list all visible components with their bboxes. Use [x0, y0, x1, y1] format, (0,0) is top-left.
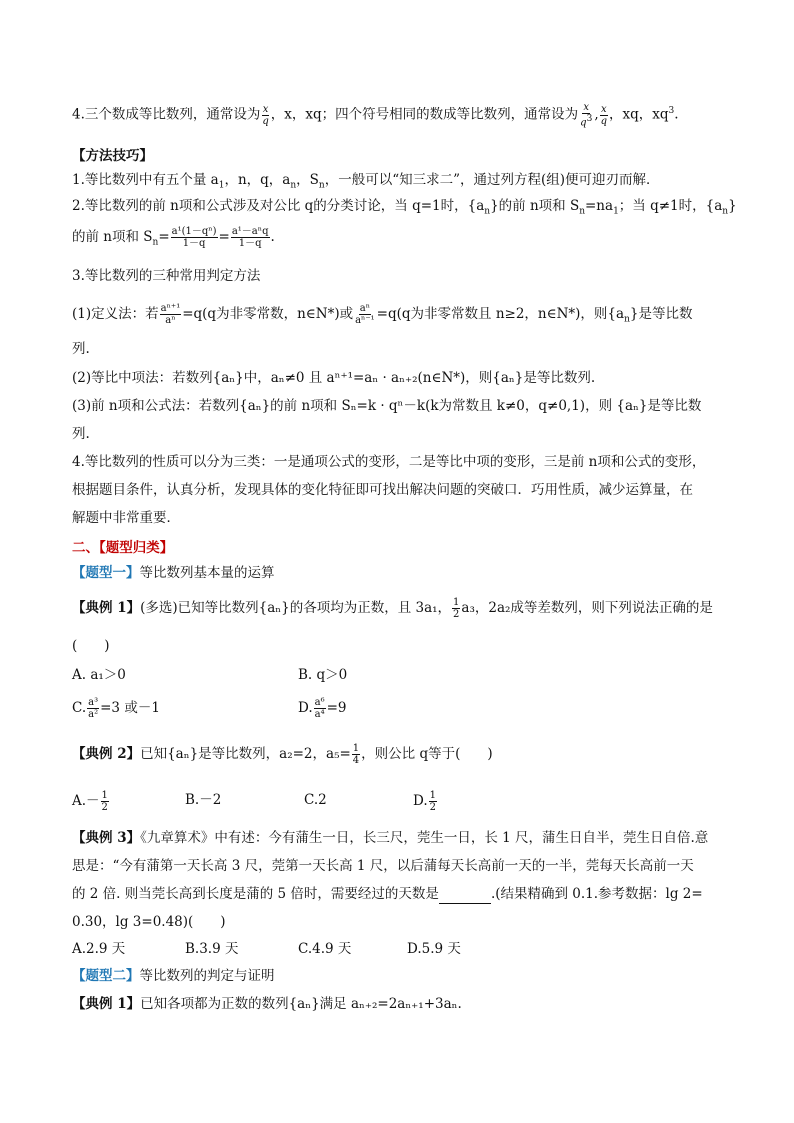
denominator: 1－q — [238, 238, 262, 249]
text: ，n，q，a — [224, 172, 291, 188]
method-1: 1.等比数列中有五个量 $a_1$，n，q，$a_n$，$S_n$，一般可以“知三求二”，通过列方程(组)便可迎刃而解． — [72, 172, 660, 191]
numerator: x — [600, 103, 607, 115]
fraction — [171, 226, 218, 249]
text: 已知各项都为正数的数列{aₙ}满足 aₙ₊₂=2aₙ₊₁+3aₙ. — [140, 996, 462, 1012]
option-b: B. q＞0 — [298, 667, 348, 683]
denominator: q — [600, 115, 608, 127]
example-1-options-row2 — [72, 697, 730, 720]
text: 1.等比数列中有五个量 a — [72, 172, 219, 188]
denominator: a² — [88, 709, 99, 720]
fraction — [600, 104, 608, 127]
numerator: aⁿ⁺¹ — [160, 303, 181, 314]
option-a — [72, 790, 110, 813]
example-3-line1 — [72, 828, 730, 848]
fraction — [231, 226, 270, 249]
fraction — [452, 597, 460, 620]
example-2 — [72, 743, 730, 766]
type-2-example-1 — [72, 994, 730, 1014]
numerator: aⁿ — [359, 303, 371, 314]
numerator: 1 — [352, 743, 360, 754]
text: =q(q为非零常数，n∈N*)或 — [182, 306, 354, 322]
text: ，xq，xq — [609, 106, 669, 123]
text: } — [728, 198, 737, 214]
example-tag: 【典例 1】 — [72, 996, 141, 1012]
option-d — [413, 790, 438, 813]
option-c: C.4.9 天 — [298, 941, 352, 957]
type-1-heading — [72, 563, 730, 583]
numerator: a¹－aⁿq — [231, 226, 269, 237]
text: a₃，2a₂成等差数列，则下列说法正确的是 — [461, 600, 713, 616]
sum-method: (3)前 n项和公式法：若数列{aₙ}的前 n项和 Sₙ=k · qⁿ－k(k为常数且 k≠0，q≠0,1)，则 {aₙ}是等比数 — [72, 398, 702, 414]
example-tag: 【典例 1】 — [72, 600, 141, 616]
example-1-paren: ( ) — [72, 638, 110, 654]
type-tag: 【题型一】 — [72, 565, 140, 581]
numerator: 1 — [101, 790, 108, 801]
text: ；当 q≠1时，{a — [618, 198, 723, 214]
option-d — [298, 697, 347, 720]
fraction — [354, 303, 376, 326]
intro-line-4: 4.三个数成等比数列，通常设为 $\frac{x}{q}$ ，x，xq；四个符号相同的数成等比数列，通常设为 $\frac{x}{q^3}$ , $\frac{x}{q}$ ，xq，$xq^3$. — [72, 101, 679, 129]
option-d-label: D. — [298, 700, 313, 716]
denominator: a⁴ — [314, 709, 325, 720]
denominator: 2 — [429, 802, 437, 813]
example-3-options — [72, 939, 730, 959]
method-3: 3.等比数列的三种常用判定方法 — [72, 268, 261, 284]
answer-blank — [439, 889, 491, 904]
numerator: x — [262, 103, 269, 115]
denominator: aⁿ⁻¹ — [355, 315, 375, 326]
type-tag: 【题型二】 — [72, 968, 140, 984]
fraction — [261, 104, 269, 127]
type-2-heading — [72, 966, 730, 986]
option-d-label: D. — [413, 793, 428, 809]
option-a-label: A.－ — [72, 793, 100, 809]
numerator: a⁶ — [314, 697, 325, 708]
fraction — [314, 697, 326, 720]
type-title: 等比数列的判定与证明 — [139, 968, 275, 984]
fraction — [160, 303, 182, 326]
numerator: 1 — [429, 790, 437, 801]
text: .(结果精确到 0.1.参考数据：lg 2= — [490, 886, 703, 902]
text: (1)定义法：若 — [72, 306, 159, 322]
method-title: 【方法技巧】 — [72, 148, 153, 164]
fraction — [101, 790, 109, 813]
option-b: B.3.9 天 — [185, 941, 239, 957]
method-2: 2.等比数列的前 n项和公式涉及对公比 q的分类讨论，当 q=1时，$\{a_n\}$的前 n项和 $S_n=na_1$；当 q≠1时，$\{a_n\}$ — [72, 198, 737, 217]
text: }的前 n项和 S — [490, 198, 580, 214]
text: 的 2 倍. 则当莞长高到长度是蒲的 5 倍时，需要经过的天数是 — [72, 886, 439, 902]
text: =q(q为非零常数且 n≥2，n∈N*)，则{a — [376, 306, 625, 322]
text: }是等比数 — [629, 306, 693, 322]
option-d-text: =9 — [326, 700, 347, 716]
text: =na — [585, 198, 614, 214]
def-method: (1)定义法：若 $\frac{\text{aⁿ⁺¹}}{\text{aⁿ}}$ =q(q为非零常数，n∈N*)或 $\frac{\text{aⁿ}}{\text{aⁿ⁻¹}}$ =q(q为非零常数且 n≥2，n∈N*)，则$\{a_n\}$是等比数 — [72, 303, 693, 326]
def-method-cont: 列. — [72, 341, 90, 357]
example-1 — [72, 597, 730, 620]
example-3-line4: 0.30，lg 3=0.48)( ) — [72, 914, 226, 930]
method-4-line1: 4.等比数列的性质可以分为三类：一是通项公式的变形，二是等比中项的变形，三是前 n项和公式的变形， — [72, 454, 706, 470]
method-4-line3: 解题中非常重要． — [72, 510, 180, 526]
mid-term-method: (2)等比中项法：若数列{aₙ}中，aₙ≠0 且 aⁿ⁺¹=aₙ · aₙ₊₂(n∈N*)，则{aₙ}是等比数列. — [72, 370, 596, 386]
fraction: $\frac{x}{q^3}$ — [580, 101, 593, 129]
fraction — [429, 790, 437, 813]
fraction — [87, 697, 99, 720]
numerator: a¹(1－qⁿ) — [171, 226, 217, 237]
denominator: 2 — [101, 802, 108, 813]
denominator: 1－q — [182, 238, 206, 249]
option-b: B.－2 — [185, 792, 222, 808]
text: 4.三个数成等比数列，通常设为 — [72, 106, 261, 123]
text: ，一般可以“知三求二”，通过列方程(组)便可迎刃而解． — [324, 172, 660, 188]
text: (多选)已知等比数列{aₙ}的各项均为正数，且 3a₁， — [140, 600, 452, 616]
denominator: q — [580, 117, 587, 129]
text: 已知{aₙ}是等比数列，a₂=2，a₅= — [140, 746, 351, 762]
text: 《九章算术》中有述：今有蒲生一日，长三尺，莞生一日，长 1 尺，蒲生日自半，莞生日自倍.意 — [140, 830, 709, 846]
option-a: A.2.9 天 — [72, 941, 126, 957]
numerator: a³ — [88, 697, 99, 708]
denominator: 2 — [453, 609, 460, 620]
option-c-label: C. — [72, 700, 87, 716]
option-c: C.2 — [304, 792, 327, 808]
text: ，则公比 q等于( ) — [361, 746, 493, 762]
denominator: 4 — [352, 755, 360, 766]
text: ，x，xq；四个符号相同的数成等比数列，通常设为 — [270, 106, 579, 123]
text: 2.等比数列的前 n项和公式涉及对公比 q的分类讨论，当 q=1时，{a — [72, 198, 485, 214]
type-title: 等比数列基本量的运算 — [139, 565, 275, 581]
example-3-line3 — [72, 884, 730, 904]
numerator: x — [583, 101, 590, 113]
method-4-line2: 根据题目条件，认真分析，发现具体的变化特征即可找出解决问题的突破口．巧用性质，减少运算量，在 — [72, 482, 693, 498]
text: 的前 n项和 S — [72, 229, 153, 245]
option-c-text: =3 或－1 — [100, 700, 160, 716]
section-title: 二、【题型归类】 — [72, 540, 174, 556]
denominator: aⁿ — [165, 315, 176, 326]
text: ，S — [296, 172, 319, 188]
method-2-formula: 的前 n项和 $S_n=$ $\frac{\text{a¹(1－qⁿ)}}{1-q}$ = $\frac{\text{a¹－aⁿq}}{1-q}$ . — [72, 226, 275, 249]
option-a: A. a₁＞0 — [72, 667, 126, 683]
example-3-line2: 思是：“今有蒲第一天长高 3 尺，莞第一天长高 1 尺，以后蒲每天长高前一天的一半，莞每天长高前一天 — [72, 858, 694, 874]
text: = — [158, 229, 170, 245]
sum-method-cont: 列. — [72, 426, 90, 442]
option-d: D.5.9 天 — [407, 941, 461, 957]
example-tag: 【典例 2】 — [72, 746, 141, 762]
example-2-options — [72, 790, 730, 813]
numerator: 1 — [453, 597, 460, 608]
example-tag: 【典例 3】 — [72, 830, 141, 846]
fraction — [352, 743, 360, 766]
example-1-options-row1 — [72, 665, 730, 685]
denominator: q — [262, 115, 269, 127]
